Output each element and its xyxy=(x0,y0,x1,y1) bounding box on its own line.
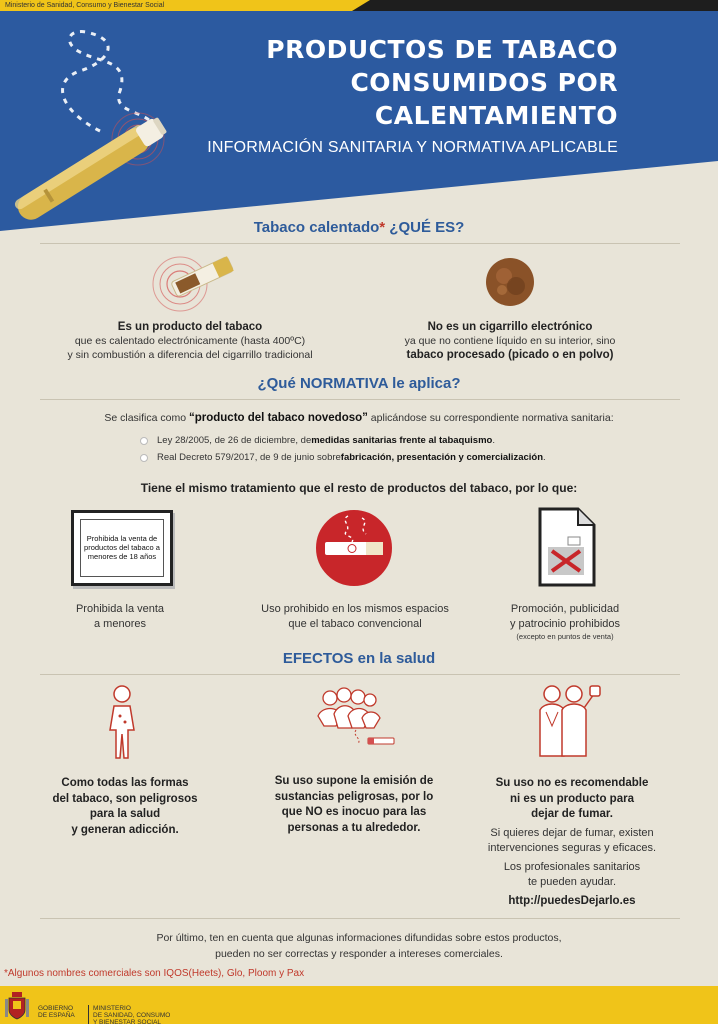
tobacco-leaf-icon xyxy=(484,256,536,308)
effect-emission xyxy=(256,774,452,836)
government-label xyxy=(38,1005,75,1019)
restriction-line-1: Prohibida la venta xyxy=(75,603,165,615)
what-is-left-text xyxy=(40,320,340,362)
ministry-label xyxy=(88,1005,170,1024)
effect-line: sustancias peligrosas, por lo xyxy=(274,790,434,803)
right-line-2: tabaco procesado (picado o en polvo) xyxy=(406,349,614,361)
effect-line: Su uso no es recomendable xyxy=(495,777,649,789)
bullet-pre: Real Decreto 579/2017, de 9 de junio sobre xyxy=(157,452,341,463)
effect-health xyxy=(40,776,210,838)
top-bar xyxy=(0,0,718,11)
stop-smoking-people-icon xyxy=(532,682,604,758)
list-item xyxy=(140,435,495,446)
bullet-icon xyxy=(140,454,148,462)
section-title-what-is xyxy=(0,219,718,236)
minors-sign xyxy=(71,510,173,586)
restriction-note: (excepto en puntos de venta) xyxy=(516,632,614,641)
effect-line: personas a tu alrededor. xyxy=(287,821,421,834)
intro-post: aplicándose su correspondiente normativa sanitaria: xyxy=(367,412,614,424)
restriction-line-2: y patrocinio prohibidos xyxy=(509,618,621,630)
gob-line: GOBIERNO xyxy=(38,1005,74,1012)
min-line: DE SANIDAD, CONSUMO xyxy=(93,1012,171,1019)
effect-line: ni es un producto para xyxy=(510,792,634,805)
effect-line: que NO es inocuo para las xyxy=(281,806,427,818)
restriction-spaces xyxy=(230,602,480,632)
treatment-line: Tiene el mismo tratamiento que el resto de productos del tabaco, por lo que: xyxy=(140,481,578,495)
title-line-2: CONSUMIDOS POR xyxy=(350,68,618,97)
intro-pre: Se clasifica como xyxy=(104,412,189,424)
header-band xyxy=(0,11,718,231)
effect-line: Los profesionales sanitarios xyxy=(503,860,641,873)
bullet-icon xyxy=(140,437,148,445)
list-item xyxy=(140,452,546,463)
bullet-post: . xyxy=(543,452,546,463)
title-line-3: CALENTAMIENTO xyxy=(374,101,618,130)
bullet-pre: Ley 28/2005, de 26 de diciembre, de xyxy=(157,435,312,446)
restriction-minors xyxy=(40,602,200,632)
restriction-line-2: a menores xyxy=(94,618,146,630)
people-group-icon xyxy=(312,686,396,752)
effect-line: y generan adicción. xyxy=(71,823,179,836)
restriction-line-2: que el tabaco convencional xyxy=(288,618,422,630)
what-is-right-text xyxy=(360,320,660,362)
effect-line: intervenciones seguras y eficaces. xyxy=(487,842,657,854)
effect-line: del tabaco, son peligrosos xyxy=(52,792,198,805)
left-line-1: que es calentado electrónicamente (hasta 400ºC) xyxy=(74,335,306,347)
no-entry-icon xyxy=(312,506,396,590)
restriction-promotion xyxy=(490,602,640,642)
effect-quit xyxy=(462,776,682,909)
restriction-line-1: Uso prohibido en los mismos espacios xyxy=(261,603,449,615)
what-is-title-post: ¿QUÉ ES? xyxy=(385,219,465,236)
footer xyxy=(0,986,718,1024)
ministry-tag: Ministerio de Sanidad, Consumo y Bienestar Social xyxy=(0,0,352,11)
bullet-bold: medidas sanitarias frente al tabaquismo xyxy=(311,435,493,446)
normativa-intro xyxy=(0,412,718,424)
divider xyxy=(40,674,680,675)
bullet-post: . xyxy=(492,435,495,446)
footnote-line-1: Por último, ten en cuenta que algunas informaciones difundidas sobre estos productos, xyxy=(156,932,562,944)
effect-line: Si quieres dejar de fumar, existen xyxy=(490,826,654,839)
title-line-1: PRODUCTOS DE TABACO xyxy=(266,35,618,64)
left-heading: Es un producto del tabaco xyxy=(117,321,263,333)
person-icon xyxy=(104,684,140,760)
effect-line: Como todas las formas xyxy=(61,777,189,789)
footnote xyxy=(0,930,718,962)
min-line: MINISTERIO xyxy=(93,1005,131,1012)
right-line-1: ya que no contiene líquido en su interior, sino xyxy=(404,335,616,347)
intro-bold: “producto del tabaco novedoso” xyxy=(188,412,368,424)
quit-smoking-link[interactable]: http://puedesDejarlo.es xyxy=(508,894,636,907)
min-line: Y BIENESTAR SOCIAL xyxy=(93,1019,162,1024)
tab-corner xyxy=(352,0,370,11)
asterisk: * xyxy=(379,219,386,236)
minors-sign-text: Prohibida la venta de productos del tabaco a menores de 18 años xyxy=(80,519,164,577)
right-heading: No es un cigarrillo electrónico xyxy=(427,321,593,333)
restriction-line-1: Promoción, publicidad xyxy=(510,603,620,615)
gob-line: DE ESPAÑA xyxy=(38,1012,75,1019)
effect-line: para la salud xyxy=(89,808,161,820)
commercial-names-note: *Algunos nombres comerciales son IQOS(Heets), Glo, Ploom y Pax xyxy=(4,968,305,979)
divider xyxy=(40,399,680,400)
what-is-title-pre: Tabaco calentado xyxy=(253,219,380,236)
bullet-bold: fabricación, presentación y comercialización xyxy=(340,452,544,463)
divider xyxy=(40,243,680,244)
page-title xyxy=(218,33,618,132)
left-line-2: y sin combustión a diferencia del cigarrillo tradicional xyxy=(67,349,313,361)
section-title-normativa: ¿Qué NORMATIVA le aplica? xyxy=(257,375,461,392)
page-subtitle: INFORMACIÓN SANITARIA Y NORMATIVA APLICABLE xyxy=(207,139,618,156)
coat-of-arms-icon xyxy=(4,990,30,1020)
heated-stick-icon xyxy=(150,252,240,312)
effect-line: te pueden ayudar. xyxy=(527,876,617,888)
divider xyxy=(40,918,680,919)
effect-line: dejar de fumar. xyxy=(531,808,613,820)
no-advertising-icon xyxy=(536,505,598,589)
section-title-effects: EFECTOS en la salud xyxy=(282,650,436,667)
footnote-line-2: pueden no ser correctas y responder a intereses comerciales. xyxy=(215,948,503,960)
effect-line: Su uso supone la emisión de xyxy=(274,775,434,787)
